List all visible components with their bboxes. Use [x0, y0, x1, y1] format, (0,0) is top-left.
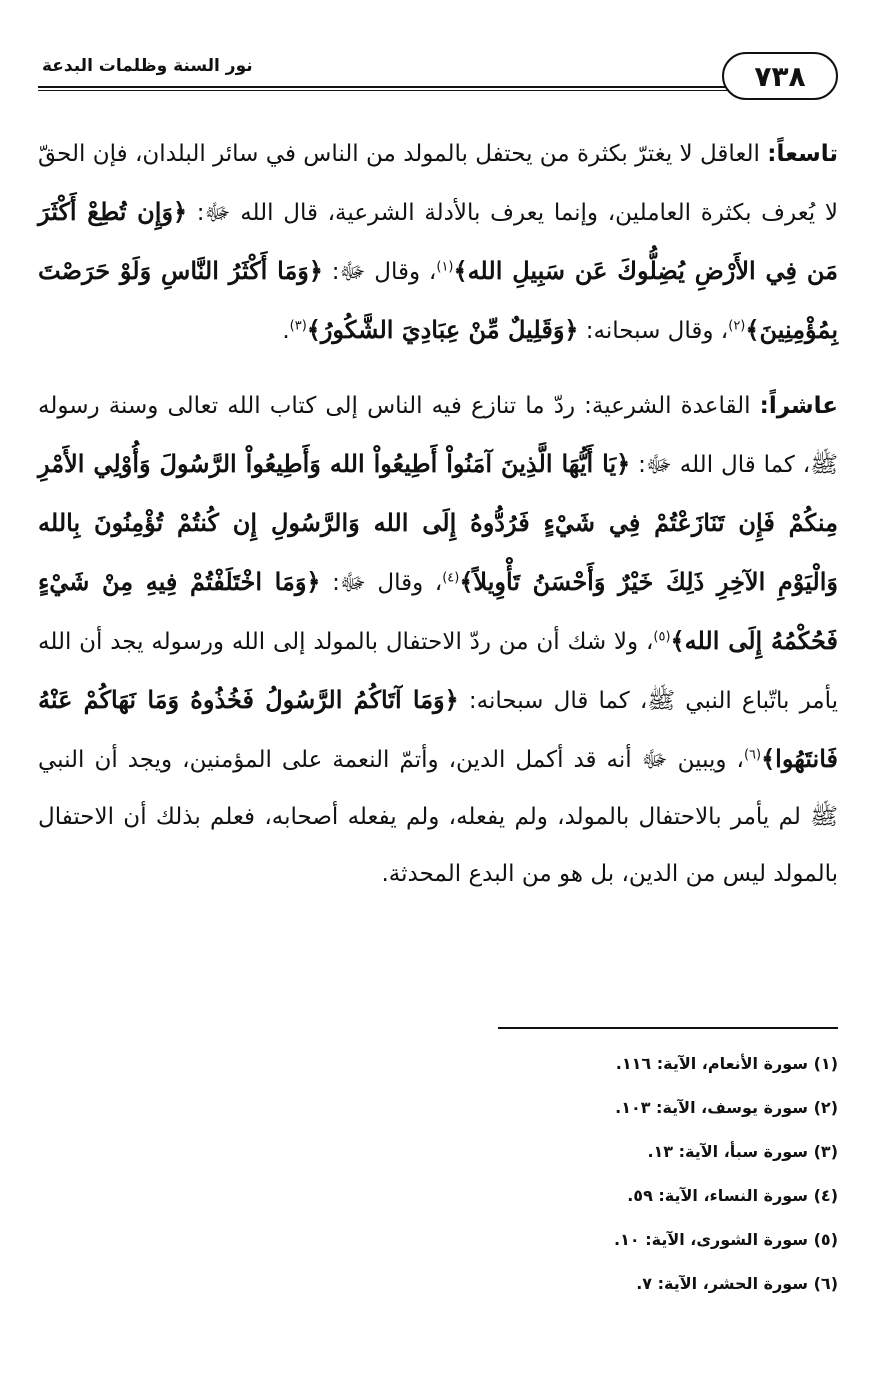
body-text: ، ولا شك أن من ردّ الاحتفال بالمولد إلى الله ورسوله يجد أن الله يأمر باتّباع النبي ﷺ، كما قال سبحانه:	[38, 629, 838, 714]
footnote-marker: (٥)	[653, 629, 671, 645]
quran-verse: ﴿وَمَا اخْتَلَفْتُمْ فِيهِ مِنْ شَيْءٍ فَحُكْمُهُ إِلَى الله﴾	[38, 567, 838, 655]
footnote-1: (١) سورة الأنعام، الآية: ١١٦.	[615, 1054, 838, 1073]
running-title: نور السنة وظلمات البدعة	[42, 56, 253, 76]
body-text: .	[282, 318, 290, 344]
body-text: ، وقال ﷻ:	[322, 259, 437, 285]
paragraph-body	[38, 393, 838, 887]
footnotes-list	[438, 1042, 838, 1306]
body-text: ، وقال سبحانه:	[578, 318, 729, 344]
footnote-marker: (٢)	[728, 318, 746, 334]
body-text: العاقل لا يغترّ بكثرة من يحتفل بالمولد من الناس في سائر البلدان، فإن الحقّ لا يُعرف بكثرة العاملين، وإنما يعرف بالأدلة الشرعية، قال الله ﷻ:	[38, 141, 839, 226]
paragraph-tenth	[38, 378, 838, 903]
paragraph-lead: عاشراً:	[759, 393, 838, 419]
body-text: ، ويبين ﷻ أنه قد أكمل الدين، وأتمّ النعمة على المؤمنين، ويجد أن النبي ﷺ لم يأمر بالاحتفال بالمولد، ولم يفعله، ولم يفعله أصحابه، فعلم بذلك أن الاحتفال بالمولد ليس من الدين، بل هو من البدع المحدثة.	[38, 747, 838, 887]
paragraph-lead: تاسعاً:	[767, 141, 838, 167]
book-page	[38, 52, 838, 1362]
quran-verse: ﴿وَقَلِيلٌ مِّنْ عِبَادِيَ الشَّكُورُ﴾	[306, 315, 579, 344]
paragraph-body	[38, 141, 838, 344]
footnote-5: (٥) سورة الشورى، الآية: ١٠.	[614, 1230, 838, 1249]
header-rule	[38, 86, 738, 91]
footnote-2: (٢) سورة يوسف، الآية: ١٠٣.	[615, 1098, 838, 1117]
page-number: ٧٣٨	[722, 52, 838, 100]
quran-verse: ﴿وَمَا أَكْثَرُ النَّاسِ وَلَوْ حَرَصْتَ بِمُؤْمِنِينَ﴾	[38, 256, 838, 344]
footnote-marker: (٤)	[442, 570, 460, 586]
quran-verse: ﴿وَإِن تُطِعْ أَكْثَرَ مَن فِي الأَرْضِ يُضِلُّوكَ عَن سَبِيلِ الله﴾	[38, 197, 839, 285]
footnote-marker: (٣)	[289, 318, 307, 334]
quran-verse: ﴿وَمَا آتَاكُمُ الرَّسُولُ فَخُذُوهُ وَمَا نَهَاكُمْ عَنْهُ فَانتَهُوا﴾	[38, 685, 838, 773]
footnote-marker: (٦)	[743, 747, 762, 763]
page-header	[38, 52, 838, 112]
footnote-4: (٤) سورة النساء، الآية: ٥٩.	[627, 1186, 838, 1205]
footnote-marker: (١)	[436, 259, 454, 275]
footnote-6: (٦) سورة الحشر، الآية: ٧.	[636, 1274, 838, 1293]
footnote-3: (٣) سورة سبأ، الآية: ١٣.	[647, 1142, 838, 1161]
main-text	[38, 126, 838, 921]
body-text: ، وقال ﷻ:	[320, 570, 443, 596]
paragraph-ninth	[38, 126, 838, 360]
footnote-separator	[498, 1027, 838, 1029]
quran-verse: ﴿يَا أَيُّهَا الَّذِينَ آمَنُواْ أَطِيعُواْ الله وَأَطِيعُواْ الرَّسُولَ وَأُوْلِي الأَمْرِ مِنكُمْ فَإِن تَنَازَعْتُمْ فِي شَيْءٍ فَرُدُّوهُ إِلَى الله وَالرَّسُولِ إِن كُنتُمْ تُؤْمِنُونَ بِالله وَالْيَوْمِ الآخِرِ ذَلِكَ خَيْرٌ وَأَحْسَنُ تَأْوِيلاً﴾	[38, 449, 838, 596]
body-text: القاعدة الشرعية: ردّ ما تنازع فيه الناس إلى كتاب الله تعالى وسنة رسوله ﷺ، كما قال الله ﷻ:	[38, 393, 838, 478]
